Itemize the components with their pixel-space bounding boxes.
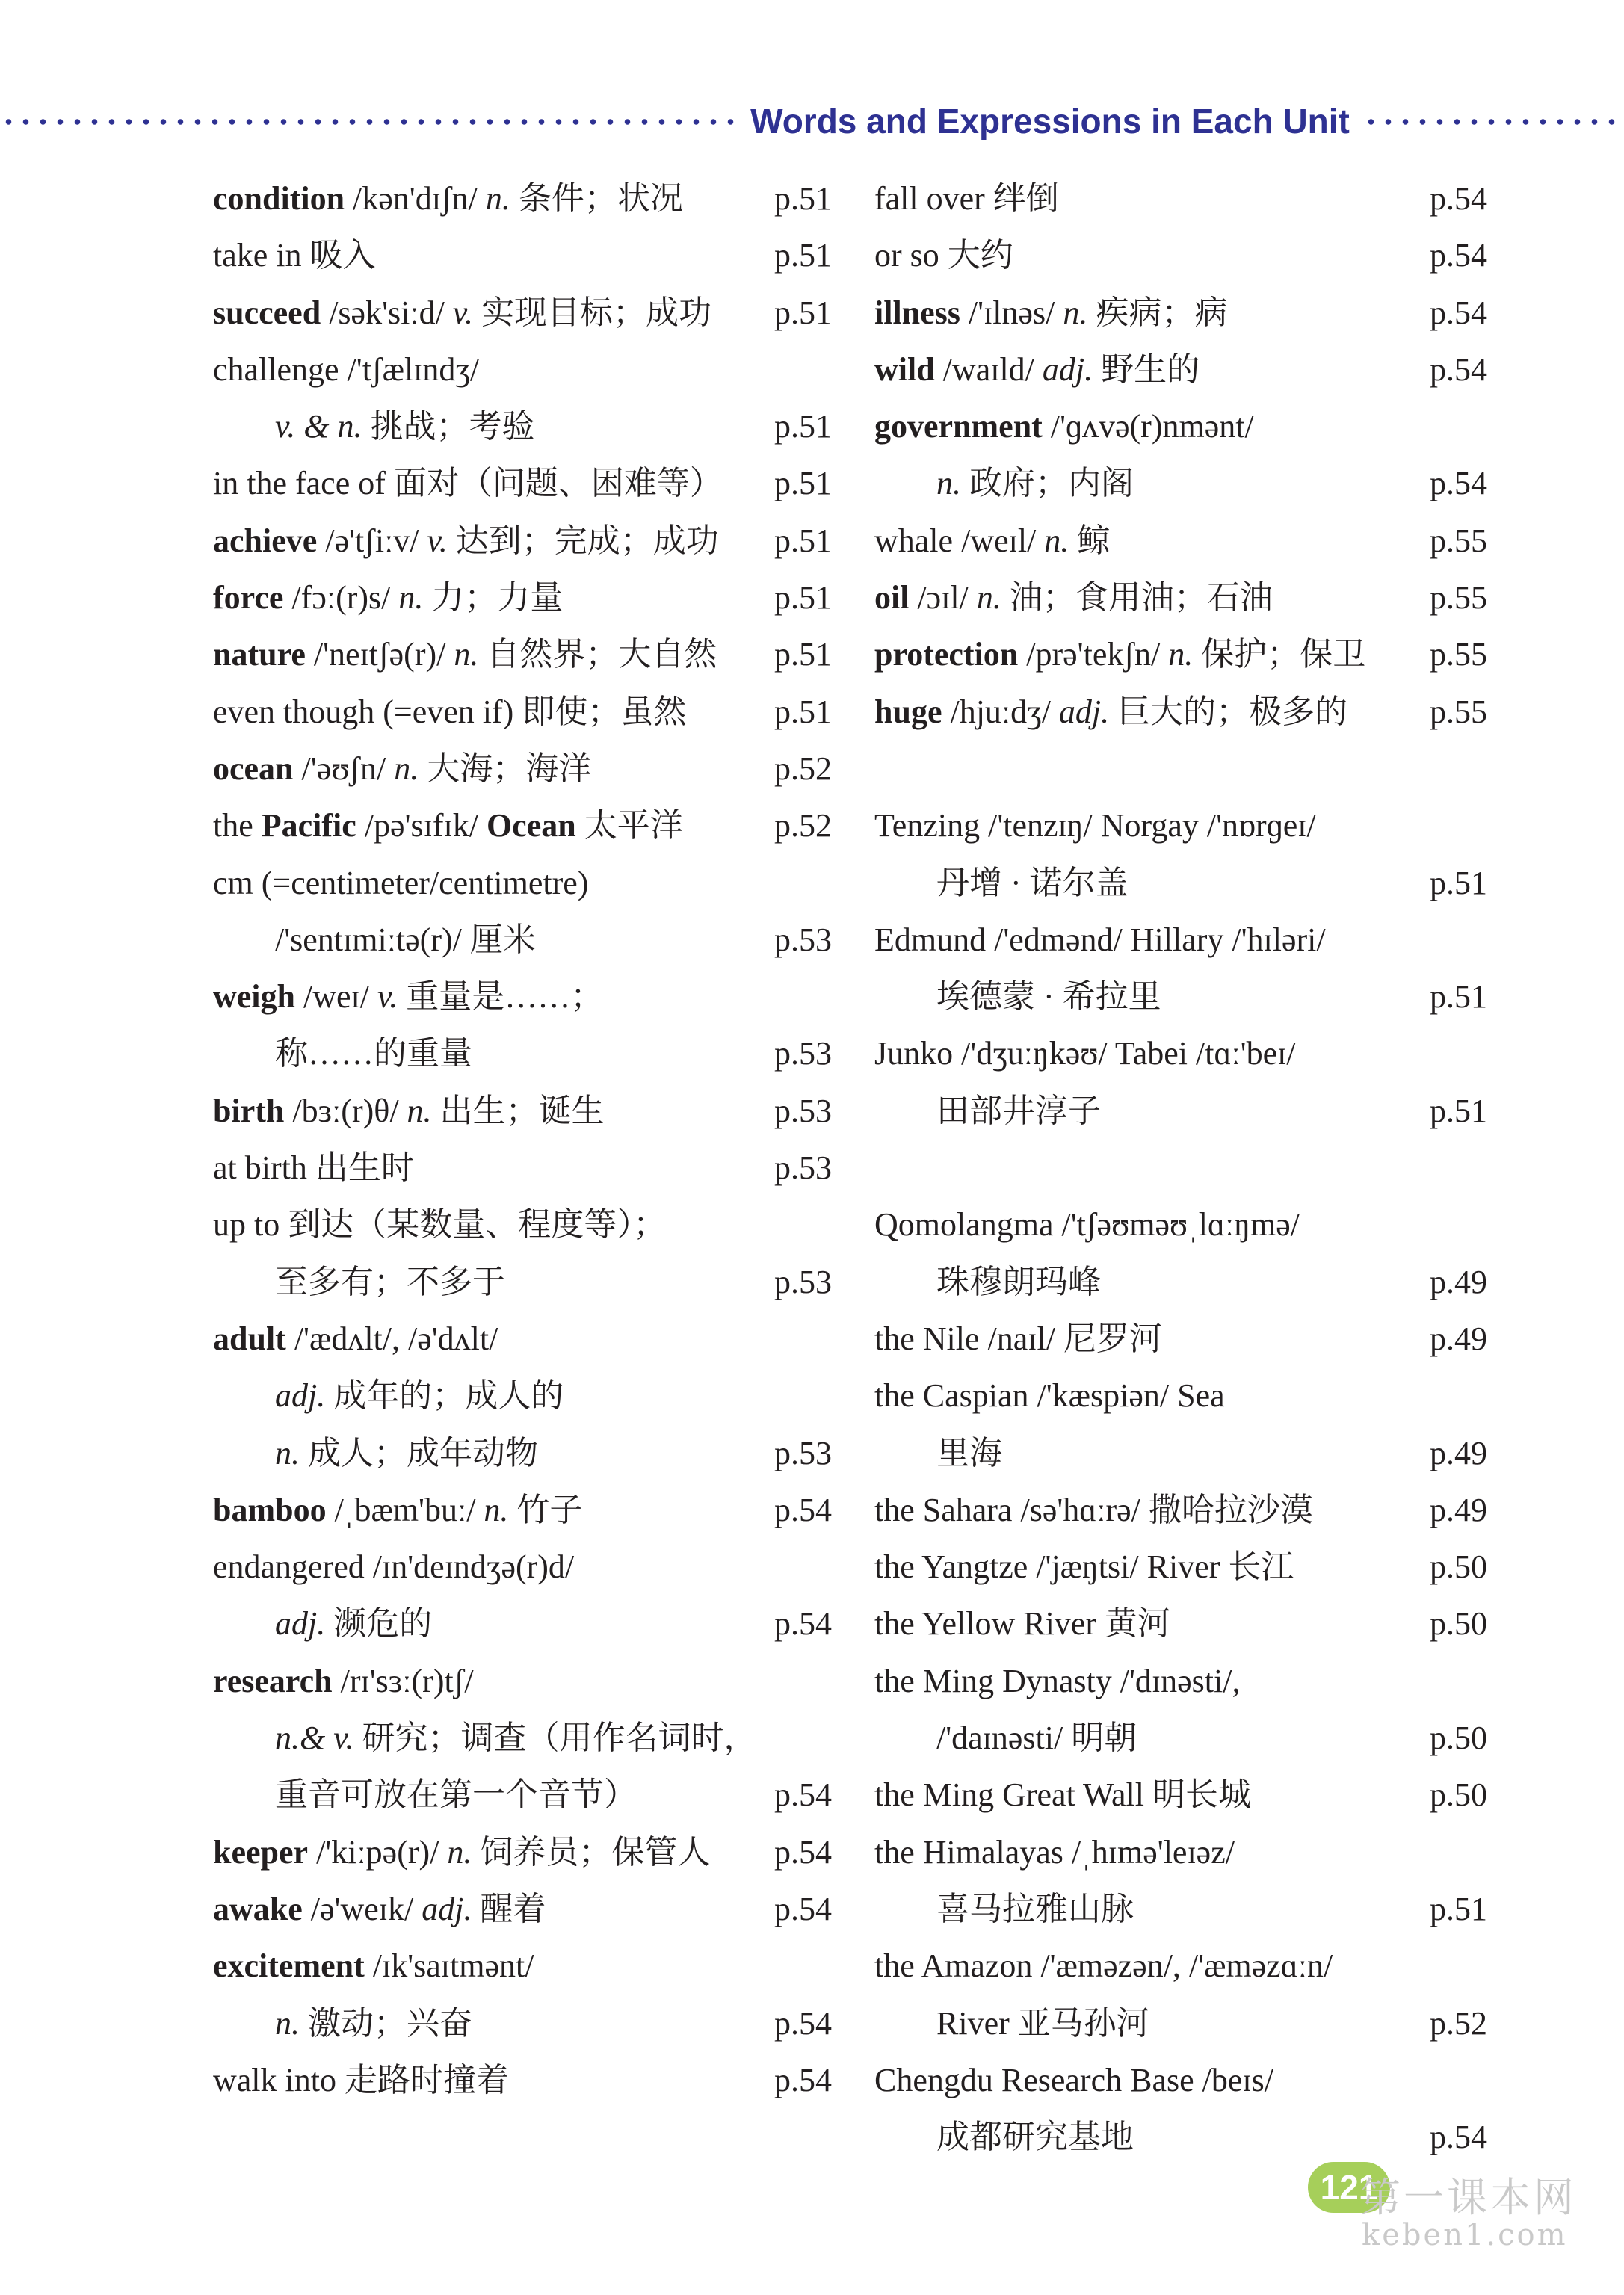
page-reference: p.51 <box>774 294 832 331</box>
page-reference: p.51 <box>774 693 832 730</box>
vocab-line <box>874 1196 1487 1253</box>
definition: 至多有；不多于 <box>275 1263 505 1300</box>
vocab-line <box>213 1083 832 1140</box>
definition: 巨大的；极多的 <box>1117 693 1348 730</box>
vocab-line <box>213 1710 826 1767</box>
part-of-speech: n. <box>394 750 419 787</box>
plain-text: the <box>213 807 253 844</box>
part-of-speech: adj. <box>1058 693 1110 730</box>
page-reference: p.54 <box>774 1605 832 1643</box>
definition: 珠穆朗玛峰 <box>936 1263 1101 1300</box>
vocab-line <box>213 1653 826 1710</box>
vocab-line <box>874 1539 1487 1596</box>
vocab-line <box>213 285 832 342</box>
page-reference: p.54 <box>774 1491 832 1528</box>
plain-text: take in <box>213 237 302 274</box>
page-reference: p.54 <box>1430 237 1487 274</box>
plain-text: the Amazon /'æməzən/, /'æməzɑːn/ <box>874 1947 1333 1985</box>
phonetic: /'neɪtʃə(r)/ <box>313 636 446 673</box>
vocab-line <box>874 1311 1487 1368</box>
phonetic: /kən'dɪʃn/ <box>353 180 478 217</box>
vocab-line <box>213 1824 832 1881</box>
part-of-speech: adj. <box>275 1605 326 1643</box>
definition: 出生；诞生 <box>439 1092 605 1129</box>
headword: government <box>874 408 1043 445</box>
headword: Pacific <box>261 807 356 844</box>
vocab-line <box>213 1482 832 1539</box>
part-of-speech: v. & n. <box>275 408 362 445</box>
page-reference: p.51 <box>774 465 832 502</box>
definition: 达到；完成；成功 <box>455 522 719 559</box>
page-reference: p.54 <box>774 1776 832 1814</box>
page-reference: p.55 <box>1430 522 1487 559</box>
page-reference: p.51 <box>774 522 832 559</box>
phonetic: /pə'sɪfɪk/ <box>364 807 478 844</box>
vocab-line <box>213 569 832 626</box>
vocab-line <box>874 1995 1487 2052</box>
phonetic: /'ædʌlt/, /ə'dʌlt/ <box>294 1320 498 1357</box>
page-reference: p.51 <box>774 636 832 673</box>
vocab-line <box>874 1767 1487 1823</box>
page-reference: p.55 <box>1430 693 1487 730</box>
vocab-line <box>213 2052 832 2109</box>
part-of-speech: adj. <box>1042 350 1093 388</box>
part-of-speech: n. <box>398 579 424 617</box>
phonetic: /waɪld/ <box>942 350 1034 388</box>
vocab-line <box>874 1368 1487 1424</box>
definition: 长江 <box>1228 1548 1294 1586</box>
page-reference: p.49 <box>1430 1320 1487 1357</box>
part-of-speech: n. <box>1168 636 1194 673</box>
vocab-line <box>213 1596 832 1652</box>
plain-text: the Ming Great Wall <box>874 1776 1145 1814</box>
definition: 鲸 <box>1077 522 1111 559</box>
page-reference: p.51 <box>1430 1092 1487 1129</box>
definition: 油；食用油；石油 <box>1009 579 1273 617</box>
definition: 亚马孙河 <box>1017 2004 1149 2042</box>
definition: 走路时撞着 <box>344 2061 509 2098</box>
phonetic: /ɪn'deɪndʒə(r)d/ <box>372 1548 575 1586</box>
vocab-line <box>874 1025 1487 1082</box>
definition: 明长城 <box>1152 1776 1252 1814</box>
vocab-line <box>213 912 832 969</box>
phonetic: /'tʃælɪndʒ/ <box>347 350 480 388</box>
page-reference: p.54 <box>774 2004 832 2042</box>
part-of-speech: adj. <box>275 1377 326 1415</box>
section-title: Words and Expressions in Each Unit <box>750 102 1350 140</box>
vocab-line <box>213 797 832 854</box>
headword: achieve <box>213 522 318 559</box>
headword: wild <box>874 350 935 388</box>
definition: 自然界；大自然 <box>487 636 717 673</box>
definition: 竹子 <box>516 1491 583 1528</box>
definition: 重量是……； <box>406 978 604 1016</box>
plain-text: the Caspian /'kæspiən/ Sea <box>874 1377 1225 1415</box>
definition: 里海 <box>936 1434 1002 1471</box>
section-header <box>0 103 1624 139</box>
vocab-line <box>213 1881 832 1938</box>
plain-text: /'daɪnəsti/ <box>936 1720 1063 1757</box>
phonetic: /'sentɪmiːtə(r)/ <box>275 921 462 958</box>
plain-text: Qomolangma /'tʃəʊməʊˌlɑːŋmə/ <box>874 1206 1300 1244</box>
phonetic: /'kiːpə(r)/ <box>316 1833 439 1871</box>
definition: 出生时 <box>315 1149 414 1187</box>
definition: 研究；调查（用作名词时， <box>362 1720 757 1757</box>
vocab-line <box>213 1254 832 1311</box>
phonetic: /'ɪlnəs/ <box>968 294 1055 331</box>
vocab-line <box>874 1938 1487 1995</box>
vocab-line <box>874 1653 1487 1710</box>
vocab-line <box>213 342 826 398</box>
definition: 黄河 <box>1105 1605 1170 1643</box>
plain-text: the Yellow River <box>874 1605 1096 1643</box>
vocab-line <box>874 342 1487 398</box>
plain-text: even though (=even if) <box>213 693 514 730</box>
page-reference: p.53 <box>774 1149 832 1187</box>
definition: 激动；兴奋 <box>308 2004 472 2042</box>
definition: 饲养员；保管人 <box>480 1833 711 1871</box>
part-of-speech: v. <box>427 522 448 559</box>
definition: 成年的；成人的 <box>333 1377 564 1415</box>
part-of-speech: n. <box>407 1092 432 1129</box>
vocab-line <box>874 1881 1487 1938</box>
page-reference: p.54 <box>1430 2119 1487 2156</box>
vocab-line <box>213 1767 832 1823</box>
vocab-line <box>874 797 1487 854</box>
plain-text: challenge <box>213 350 339 388</box>
phonetic: /weɪ/ <box>303 978 369 1016</box>
dotted-rule-right <box>1362 118 1624 126</box>
part-of-speech: n. <box>1063 294 1088 331</box>
vocab-line <box>213 227 832 284</box>
vocab-line <box>874 1824 1487 1881</box>
headword: keeper <box>213 1833 309 1871</box>
page-reference: p.50 <box>1430 1605 1487 1643</box>
page-number-badge: 121 <box>1308 2162 1390 2213</box>
page-reference: p.53 <box>774 1263 832 1300</box>
vocab-line <box>874 684 1487 741</box>
part-of-speech: n. <box>275 1434 300 1471</box>
phonetic: /ɪk'saɪtmənt/ <box>372 1947 534 1985</box>
headword: force <box>213 579 284 617</box>
headword: weigh <box>213 978 295 1016</box>
phonetic: /hjuːdʒ/ <box>950 693 1051 730</box>
headword: succeed <box>213 294 321 331</box>
page-reference: p.50 <box>1430 1776 1487 1814</box>
plain-text: Tenzing /'tenzɪŋ/ Norgay /'nɒrɡeɪ/ <box>874 807 1316 844</box>
page-reference: p.54 <box>774 1833 832 1871</box>
definition: 醒着 <box>480 1890 546 1927</box>
vocab-line <box>874 227 1487 284</box>
definition: 即使；虽然 <box>522 693 687 730</box>
page-reference: p.55 <box>1430 636 1487 673</box>
page-reference: p.51 <box>1430 1890 1487 1927</box>
page-reference: p.49 <box>1430 1491 1487 1528</box>
vocab-line <box>874 912 1487 969</box>
vocab-line <box>213 1938 826 1995</box>
dotted-rule-left <box>0 118 736 126</box>
plain-text: at birth <box>213 1149 307 1187</box>
page-reference: p.55 <box>1430 579 1487 617</box>
definition: 明朝 <box>1071 1720 1137 1757</box>
headword: research <box>213 1662 333 1699</box>
phonetic: /ə'tʃiːv/ <box>325 522 419 559</box>
page-reference: p.52 <box>774 807 832 844</box>
vocab-line <box>874 1083 1487 1140</box>
vocab-column-left <box>213 170 832 2109</box>
part-of-speech: n. <box>485 180 510 217</box>
vocab-line <box>874 2109 1487 2166</box>
page-reference: p.51 <box>774 579 832 617</box>
phonetic: /bɜː(r)θ/ <box>292 1092 399 1129</box>
phonetic: /prə'tekʃn/ <box>1026 636 1161 673</box>
page-reference: p.54 <box>1430 180 1487 217</box>
headword: huge <box>874 693 942 730</box>
page-reference: p.53 <box>774 1092 832 1129</box>
vocab-line <box>874 569 1487 626</box>
vocab-line <box>213 1196 826 1253</box>
phonetic: /weɪl/ <box>961 522 1037 559</box>
vocab-line <box>213 1311 826 1368</box>
definition: 丹增 · 诺尔盖 <box>936 864 1129 901</box>
headword: adult <box>213 1320 286 1357</box>
plain-text: Edmund /'edmənd/ Hillary /'hɪləri/ <box>874 921 1326 958</box>
plain-text: the Sahara /sə'hɑːrə/ <box>874 1491 1140 1528</box>
definition: 田部井淳子 <box>936 1092 1101 1129</box>
plain-text: or so <box>874 237 939 274</box>
definition: 太平洋 <box>584 807 683 844</box>
plain-text: up to <box>213 1206 280 1244</box>
phonetic: /ə'weɪk/ <box>310 1890 414 1927</box>
plain-text: cm (=centimeter/centimetre) <box>213 864 589 901</box>
vocab-line <box>874 855 1487 912</box>
definition: 重音可放在第一个音节） <box>275 1776 637 1814</box>
page-reference: p.52 <box>1430 2004 1487 2042</box>
definition: 疾病；病 <box>1096 294 1228 331</box>
page-reference: p.51 <box>1430 978 1487 1016</box>
page-reference: p.54 <box>774 2061 832 2098</box>
vocab-line <box>874 626 1487 683</box>
phonetic: /'əʊʃn/ <box>301 750 386 787</box>
page-reference: p.54 <box>1430 294 1487 331</box>
headword: illness <box>874 294 960 331</box>
page-reference: p.49 <box>1430 1263 1487 1300</box>
part-of-speech: adj. <box>422 1890 472 1927</box>
plain-text: endangered <box>213 1548 365 1586</box>
part-of-speech: n. <box>484 1491 509 1528</box>
vocab-line <box>874 285 1487 342</box>
page-reference: p.54 <box>1430 465 1487 502</box>
part-of-speech: n.& v. <box>275 1720 354 1757</box>
phonetic: /fɔː(r)s/ <box>291 579 391 617</box>
vocab-line <box>874 170 1487 227</box>
plain-text: the Ming Dynasty /'dɪnəsti/, <box>874 1662 1241 1699</box>
vocab-line <box>874 1482 1487 1539</box>
definition: 大海；海洋 <box>427 750 592 787</box>
plain-text: Chengdu Research Base /beɪs/ <box>874 2061 1273 2098</box>
definition: 吸入 <box>309 237 376 274</box>
definition: 濒危的 <box>333 1605 433 1643</box>
vocab-line <box>874 969 1487 1025</box>
definition: 尼罗河 <box>1063 1320 1162 1357</box>
headword: condition <box>213 180 345 217</box>
plain-text: the Nile /naɪl/ <box>874 1320 1055 1357</box>
page-reference: p.52 <box>774 750 832 787</box>
vocab-line <box>213 1539 826 1596</box>
definition: 条件；状况 <box>518 180 683 217</box>
plain-text: walk into <box>213 2061 336 2098</box>
vocab-line <box>213 626 832 683</box>
definition: 实现目标；成功 <box>481 294 712 331</box>
plain-text: River <box>936 2004 1010 2042</box>
watermark-url: keben1.com <box>1362 2218 1568 2252</box>
definition: 撒哈拉沙漠 <box>1148 1491 1313 1528</box>
page-reference: p.51 <box>774 180 832 217</box>
headword: excitement <box>213 1947 365 1985</box>
definition: 大约 <box>947 237 1013 274</box>
plain-text: whale <box>874 522 954 559</box>
page-reference: p.53 <box>774 921 832 958</box>
plain-text: the Himalayas /ˌhɪmə'leɪəz/ <box>874 1833 1235 1871</box>
vocab-column-right <box>874 170 1487 2166</box>
vocab-line <box>213 741 832 797</box>
page-reference: p.51 <box>774 237 832 274</box>
definition: 政府；内阁 <box>969 465 1134 502</box>
headword: protection <box>874 636 1019 673</box>
part-of-speech: n. <box>976 579 1001 617</box>
vocab-line <box>213 1425 832 1482</box>
vocab-line <box>213 513 832 569</box>
page-reference: p.49 <box>1430 1434 1487 1471</box>
vocab-line <box>874 1254 1487 1311</box>
phonetic: /'ɡʌvə(r)nmənt/ <box>1050 408 1254 445</box>
page-reference: p.54 <box>774 1890 832 1927</box>
definition: 力；力量 <box>431 579 564 617</box>
phonetic: /rɪ'sɜː(r)tʃ/ <box>340 1662 474 1699</box>
part-of-speech: n. <box>1044 522 1069 559</box>
vocab-line <box>213 1025 832 1082</box>
phonetic: /ˌbæm'buː/ <box>334 1491 476 1528</box>
phonetic: /ɔɪl/ <box>917 579 969 617</box>
entry-spacer <box>874 1140 1487 1196</box>
page-reference: p.51 <box>774 408 832 445</box>
vocab-line <box>213 969 826 1025</box>
part-of-speech: n. <box>454 636 479 673</box>
definition: 挑战；考验 <box>370 408 535 445</box>
vocab-line <box>213 684 832 741</box>
page-reference: p.53 <box>774 1434 832 1471</box>
vocab-line <box>874 513 1487 569</box>
page-reference: p.50 <box>1430 1720 1487 1757</box>
vocab-line <box>874 1425 1487 1482</box>
phonetic: /sək'siːd/ <box>329 294 445 331</box>
definition: 野生的 <box>1101 350 1200 388</box>
headword: bamboo <box>213 1491 327 1528</box>
part-of-speech: v. <box>377 978 398 1016</box>
vocab-line <box>213 1368 826 1424</box>
definition: 成都研究基地 <box>936 2119 1134 2156</box>
plain-text: fall over <box>874 180 985 217</box>
headword: birth <box>213 1092 285 1129</box>
definition: 保护；保卫 <box>1201 636 1366 673</box>
definition: 称……的重量 <box>275 1035 472 1072</box>
part-of-speech: n. <box>447 1833 472 1871</box>
vocab-line <box>213 170 832 227</box>
plain-text: Junko /'dʒuːŋkəʊ/ Tabei /tɑː'beɪ/ <box>874 1035 1296 1072</box>
definition: 到达（某数量、程度等）； <box>288 1206 667 1244</box>
headword: oil <box>874 579 910 617</box>
part-of-speech: n. <box>275 2004 300 2042</box>
page-reference: p.54 <box>1430 350 1487 388</box>
page-reference: p.50 <box>1430 1548 1487 1586</box>
definition: 厘米 <box>469 921 536 958</box>
page-reference: p.53 <box>774 1035 832 1072</box>
definition: 面对（问题、困难等） <box>393 465 723 502</box>
vocab-line <box>213 855 826 912</box>
vocab-line <box>213 1140 832 1196</box>
definition: 绊倒 <box>992 180 1059 217</box>
entry-spacer <box>874 741 1487 797</box>
headword: awake <box>213 1890 303 1927</box>
headword: nature <box>213 636 306 673</box>
definition: 埃德蒙 · 希拉里 <box>936 978 1161 1016</box>
vocab-line <box>213 455 832 512</box>
plain-text: in the face of <box>213 465 386 502</box>
vocab-line <box>213 1995 832 2052</box>
vocab-line <box>874 1596 1487 1652</box>
watermark-text: 第一课本网 <box>1360 2174 1577 2221</box>
vocab-line <box>874 1710 1487 1767</box>
part-of-speech: v. <box>452 294 474 331</box>
part-of-speech: n. <box>936 465 961 502</box>
vocab-line <box>874 455 1487 512</box>
plain-text: the Yangtze /'jæŋtsi/ River <box>874 1548 1220 1586</box>
vocab-line <box>874 398 1487 455</box>
vocab-line <box>874 2052 1487 2109</box>
page-reference: p.51 <box>1430 864 1487 901</box>
headword: ocean <box>213 750 294 787</box>
vocab-line <box>213 398 832 455</box>
definition: 成人；成年动物 <box>308 1434 538 1471</box>
definition: 喜马拉雅山脉 <box>936 1890 1134 1927</box>
headword: Ocean <box>486 807 576 844</box>
